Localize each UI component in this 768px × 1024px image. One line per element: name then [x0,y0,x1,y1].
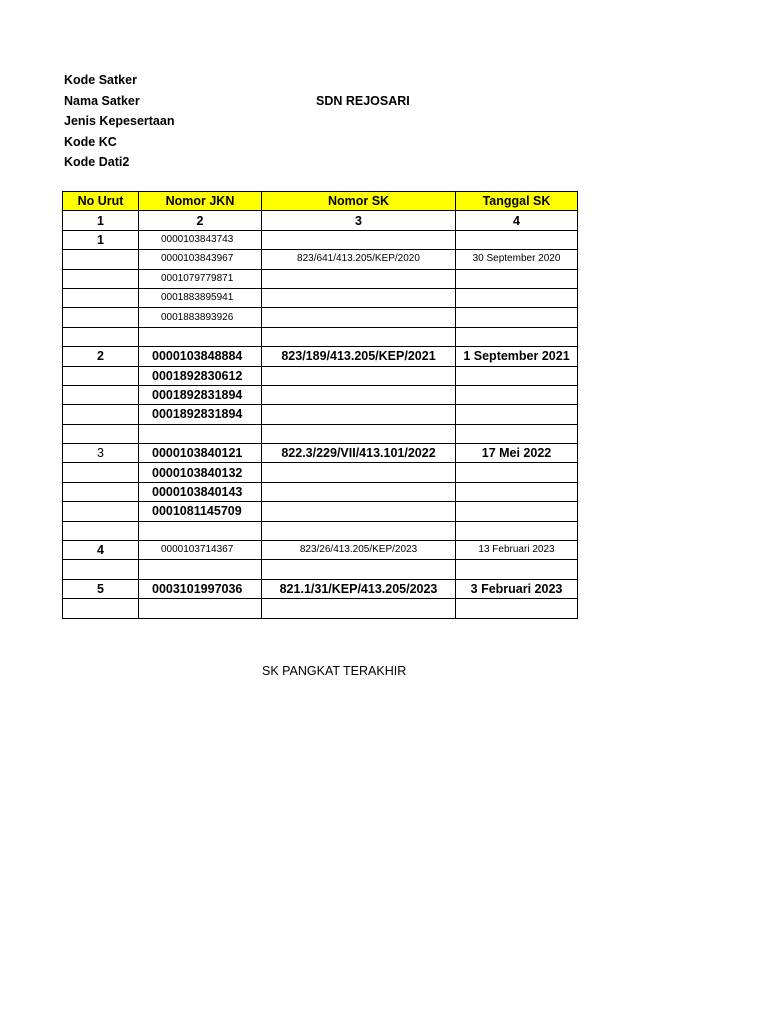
nomor-sk-cell [262,269,456,288]
tanggal-sk-cell [456,385,578,404]
nomor-jkn-cell [139,424,262,443]
nomor-jkn-cell: 0001892831894 [139,385,262,404]
table-row [63,579,578,598]
tanggal-sk-cell [456,327,578,346]
no-urut-cell: 5 [63,579,139,598]
tanggal-sk-cell [456,230,578,249]
tanggal-sk-cell [456,502,578,521]
satker-info [64,70,410,173]
table-row [63,424,578,443]
nomor-jkn-cell: 0001883893926 [139,308,262,327]
column-number-row [63,211,578,230]
nomor-jkn-cell [139,327,262,346]
nomor-sk-cell: 823/641/413.205/KEP/2020 [262,250,456,269]
no-urut-cell [63,405,139,424]
nomor-sk-cell [262,502,456,521]
tanggal-sk-cell [456,482,578,501]
table-row [63,288,578,307]
table-row [63,250,578,269]
column-number: 2 [139,211,262,230]
table-row [63,502,578,521]
nomor-jkn-cell: 0000103843743 [139,230,262,249]
tanggal-sk-cell [456,366,578,385]
column-header-tanggal-sk: Tanggal SK [456,192,578,211]
nomor-sk-cell: 823/26/413.205/KEP/2023 [262,541,456,560]
no-urut-cell: 3 [63,444,139,463]
nomor-sk-cell [262,560,456,579]
no-urut-cell [63,463,139,482]
nomor-sk-cell [262,482,456,501]
tanggal-sk-cell: 1 September 2021 [456,347,578,366]
nomor-sk-cell [262,599,456,618]
nomor-jkn-cell: 0000103714367 [139,541,262,560]
kode-kc-label: Kode KC [64,134,117,149]
nomor-sk-cell [262,366,456,385]
tanggal-sk-cell [456,521,578,540]
nomor-sk-cell: 821.1/31/KEP/413.205/2023 [262,579,456,598]
table-row [63,482,578,501]
nomor-jkn-cell: 0000103843967 [139,250,262,269]
nama-satker-value: SDN REJOSARI [316,93,410,108]
table-row [63,308,578,327]
tanggal-sk-cell: 30 September 2020 [456,250,578,269]
nomor-sk-cell [262,405,456,424]
nama-satker-label: Nama Satker [64,93,140,108]
no-urut-cell [63,269,139,288]
nomor-sk-cell [262,385,456,404]
no-urut-cell [63,424,139,443]
column-header-nomor-sk: Nomor SK [262,192,456,211]
tanggal-sk-cell: 13 Februari 2023 [456,541,578,560]
table-row [63,269,578,288]
nomor-jkn-cell: 0001892830612 [139,366,262,385]
table-row [63,385,578,404]
table-row [63,230,578,249]
nomor-sk-cell [262,424,456,443]
nomor-jkn-cell: 0001883895941 [139,288,262,307]
no-urut-cell [63,560,139,579]
table-body [63,230,578,618]
tanggal-sk-cell [456,560,578,579]
nomor-sk-cell [262,288,456,307]
nomor-jkn-cell [139,560,262,579]
nomor-sk-cell [262,521,456,540]
nomor-jkn-cell: 0001081145709 [139,502,262,521]
nomor-jkn-cell: 0000103840121 [139,444,262,463]
no-urut-cell: 4 [63,541,139,560]
column-number: 3 [262,211,456,230]
column-header-no-urut: No Urut [63,192,139,211]
no-urut-cell: 2 [63,347,139,366]
footer-caption: SK PANGKAT TERAKHIR [262,664,407,678]
column-number: 1 [63,211,139,230]
sk-table [62,191,578,619]
nomor-jkn-cell: 0000103848884 [139,347,262,366]
tanggal-sk-cell [456,269,578,288]
nama-satker-row [64,91,410,112]
no-urut-cell: 1 [63,230,139,249]
table-row [63,327,578,346]
nomor-sk-cell: 823/189/413.205/KEP/2021 [262,347,456,366]
table-row [63,444,578,463]
table-row [63,521,578,540]
no-urut-cell [63,599,139,618]
nomor-jkn-cell: 0000103840132 [139,463,262,482]
column-number: 4 [456,211,578,230]
table-row [63,541,578,560]
kode-dati2-label: Kode Dati2 [64,155,130,169]
tanggal-sk-cell [456,463,578,482]
table-row [63,347,578,366]
nomor-jkn-cell [139,521,262,540]
tanggal-sk-cell: 3 Februari 2023 [456,579,578,598]
no-urut-cell [63,521,139,540]
jenis-kepesertaan-label: Jenis Kepesertaan [64,114,175,128]
table-header-row [63,192,578,211]
nomor-sk-cell [262,463,456,482]
tanggal-sk-cell [456,405,578,424]
nomor-sk-cell [262,230,456,249]
table-row [63,405,578,424]
nomor-jkn-cell: 0001892831894 [139,405,262,424]
tanggal-sk-cell [456,424,578,443]
nomor-sk-cell [262,308,456,327]
table-row [63,599,578,618]
table-row [63,463,578,482]
nomor-jkn-cell: 0003101997036 [139,579,262,598]
column-header-nomor-jkn: Nomor JKN [139,192,262,211]
tanggal-sk-cell: 17 Mei 2022 [456,444,578,463]
nomor-sk-cell: 822.3/229/VII/413.101/2022 [262,444,456,463]
table-row [63,560,578,579]
no-urut-cell [63,250,139,269]
tanggal-sk-cell [456,599,578,618]
tanggal-sk-cell [456,308,578,327]
no-urut-cell [63,308,139,327]
no-urut-cell [63,385,139,404]
nomor-jkn-cell: 0000103840143 [139,482,262,501]
nomor-sk-cell [262,327,456,346]
table-row [63,366,578,385]
nomor-jkn-cell [139,599,262,618]
no-urut-cell [63,366,139,385]
no-urut-cell [63,327,139,346]
no-urut-cell [63,288,139,307]
kode-satker-label: Kode Satker [64,73,137,87]
nomor-jkn-cell: 0001079779871 [139,269,262,288]
tanggal-sk-cell [456,288,578,307]
no-urut-cell [63,482,139,501]
no-urut-cell [63,502,139,521]
